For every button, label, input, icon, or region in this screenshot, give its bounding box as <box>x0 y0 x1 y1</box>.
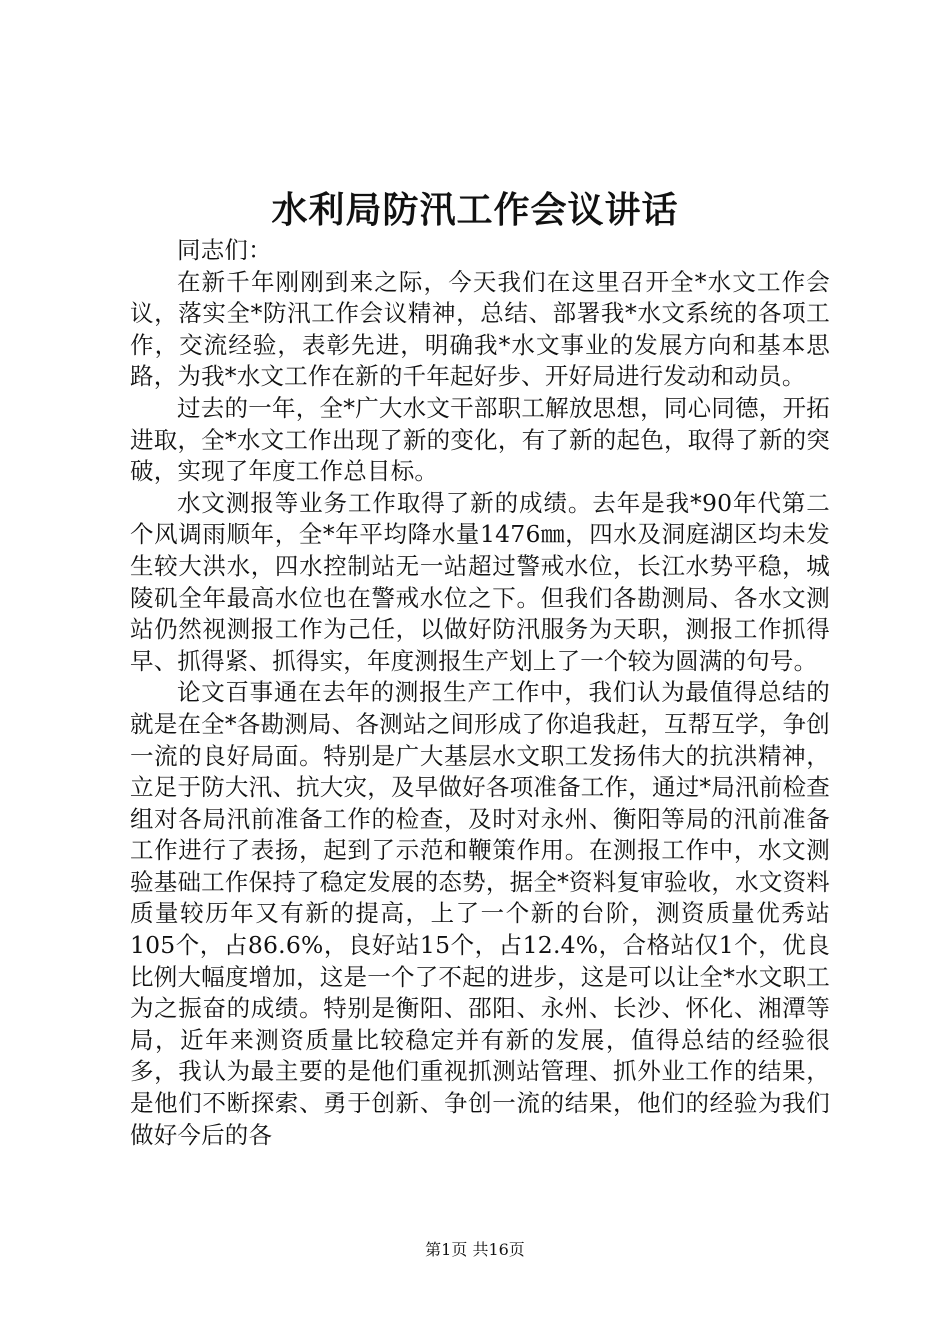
page-number-footer: 第1页 共16页 <box>425 1240 525 1259</box>
greeting-line: 同志们： <box>177 236 272 264</box>
paragraph: 在新千年刚刚到来之际，今天我们在这里召开全*水文工作会议，落实全*防汛工作会议精神，总结、部署我*水文系统的各项工作，交流经验，表彰先进，明确我*水文事业的发展方向和基本思路，为我*水文工作在新的千年起好步、开好局进行发动和动员。 <box>130 267 830 391</box>
document-body <box>130 235 830 1151</box>
paragraph: 论文百事通在去年的测报生产工作中，我们认为最值得总结的就是在全*各勘测局、各测站之间形成了你追我赶，互帮互学，争创一流的良好局面。特别是广大基层水文职工发扬伟大的抗洪精神，立足于防大汛、抗大灾，及早做好各项准备工作，通过*局汛前检查组对各局汛前准备工作的检查，及时对永州、衡阳等局的汛前准备工作进行了表扬，起到了示范和鞭策作用。在测报工作中，水文测验基础工作保持了稳定发展的态势，据全*资料复审验收，水文资料质量较历年又有新的提高，上了一个新的台阶，测资质量优秀站105个，占86.6%，良好站15个，占12.4%，合格站仅1个，优良比例大幅度增加，这是一个了不起的进步，这是可以让全*水文职工为之振奋的成绩。特别是衡阳、邵阳、永州、长沙、怀化、湘潭等局，近年来测资质量比较稳定并有新的发展，值得总结的经验很多，我认为最主要的是他们重视抓测站管理、抓外业工作的结果，是他们不断探索、勇于创新、争创一流的结果，他们的经验为我们做好今后的各 <box>130 678 830 1149</box>
paragraph: 过去的一年，全*广大水文干部职工解放思想，同心同德，开拓进取，全*水文工作出现了新的变化，有了新的起色，取得了新的突破，实现了年度工作总目标。 <box>130 393 830 486</box>
document-title: 水利局防汛工作会议讲话 <box>271 189 679 231</box>
paragraph: 水文测报等业务工作取得了新的成绩。去年是我*90年代第二个风调雨顺年，全*年平均降水量1476㎜，四水及洞庭湖区均未发生较大洪水，四水控制站无一站超过警戒水位，长江水势平稳，城陵矶全年最高水位也在警戒水位之下。但我们各勘测局、各水文测站仍然视测报工作为己任，以做好防汛服务为天职，测报工作抓得早、抓得紧、抓得实，年度测报生产划上了一个较为圆满的句号。 <box>130 488 830 675</box>
